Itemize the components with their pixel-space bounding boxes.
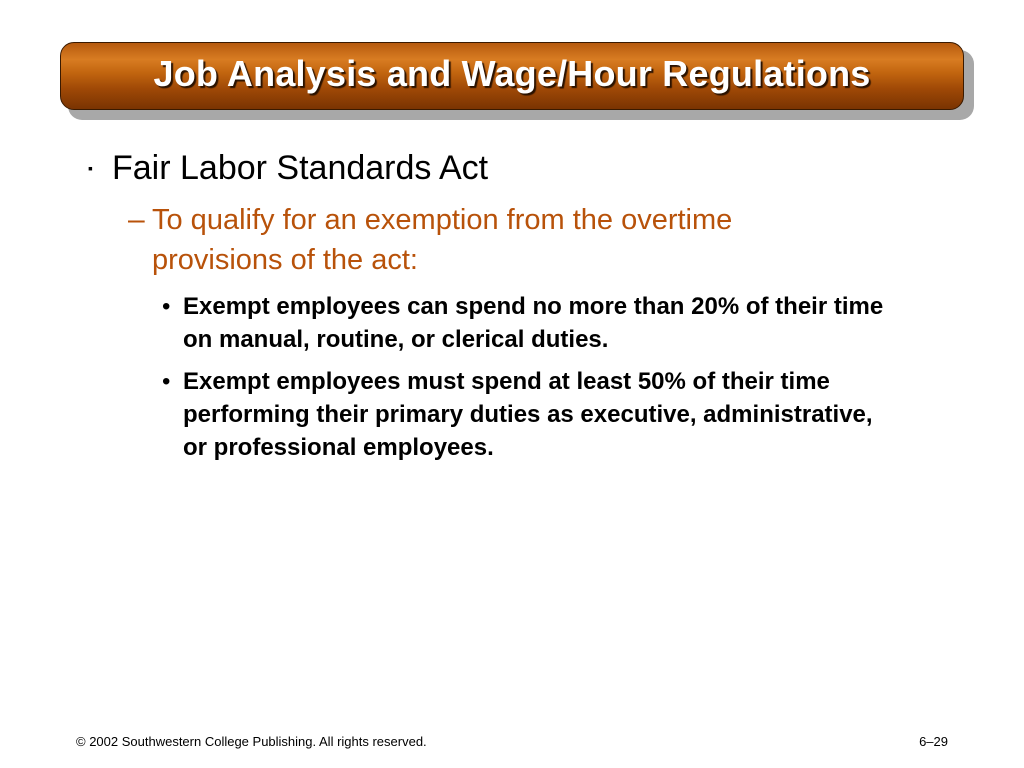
bullet-level2-text: To qualify for an exemption from the overtime provisions of the act:	[152, 204, 733, 276]
bullet-level2	[128, 200, 868, 280]
bullet-level3-item	[162, 365, 902, 464]
dot-bullet-icon: •	[162, 293, 171, 320]
bullet-level3-item	[162, 290, 902, 356]
dot-bullet-icon: •	[162, 368, 171, 395]
slide-title: Job Analysis and Wage/Hour Regulations	[153, 53, 871, 94]
footer-page-number: 6–29	[919, 734, 948, 749]
bullet-level1-text: Fair Labor Standards Act	[112, 149, 489, 187]
bullet-level1	[88, 148, 948, 188]
dash-bullet-icon: –	[128, 203, 145, 236]
square-bullet-icon: ▪	[88, 160, 93, 176]
footer-copyright: © 2002 Southwestern College Publishing. All rights reserved.	[76, 734, 427, 749]
bullet-level3-text: Exempt employees can spend no more than 20% of their time on manual, routine, or clerical duties.	[183, 293, 884, 353]
bullet-level3-text: Exempt employees must spend at least 50% of their time performing their primary duties as executive, administrative, or professional employees.	[183, 368, 873, 461]
